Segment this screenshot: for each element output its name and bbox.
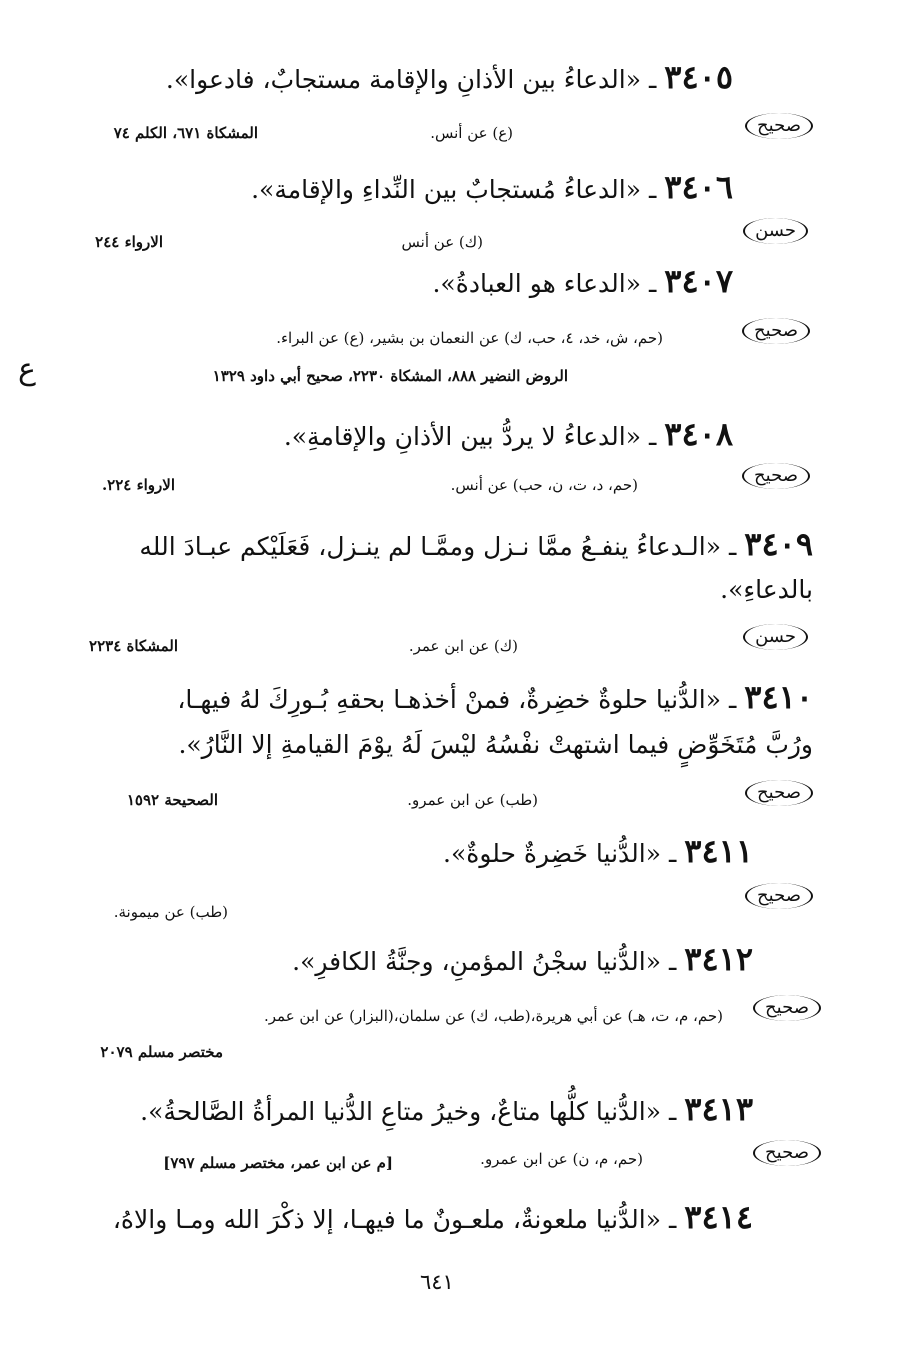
- hadith-3410-sources: (طب) عن ابن عمرو.: [407, 791, 538, 809]
- hadith-3408-sources: (حم، د، ت، ن، حب) عن أنس.: [450, 476, 638, 494]
- hadith-dash: ـ: [728, 532, 737, 561]
- hadith-3410-line-2: ورُبَّ مُتَخَوِّضٍ فيما اشتهتْ نفْسُهُ ليْسَ لَهُ يوْمَ القيامةِ إلا النَّارُ».: [178, 730, 813, 759]
- hadith-3407-references: الروض النضير ٨٨٨، المشكاة ٢٢٣٠، صحيح أبي داود ١٣٢٩: [212, 367, 568, 385]
- hadith-3412-sources: (حم، م، ت، هـ) عن أبي هريرة،(طب، ك) عن سلمان،(البزار) عن ابن عمر.: [264, 1007, 723, 1025]
- hadith-text: «الدُّنيا خَضِرةٌ حلوةٌ».: [443, 839, 662, 868]
- grade-badge: صحيح: [745, 780, 813, 806]
- hadith-3406-sources: (ك) عن أنس: [401, 233, 483, 251]
- hadith-number: ٣٤١٤: [684, 1198, 753, 1236]
- hadith-3411-sources: (طب) عن ميمونة.: [113, 903, 228, 921]
- hadith-text: «الدُّنيا كلُّها متاعٌ، وخيرُ متاعِ الدُّنيا المرأةُ الصَّالحةُ».: [140, 1097, 662, 1126]
- hadith-3414-line-1: [113, 1198, 753, 1236]
- hadith-3405-references: المشكاة ٦٧١، الكلم ٧٤: [113, 124, 258, 142]
- grade-badge: صحيح: [753, 995, 821, 1021]
- hadith-3409-line-1: [139, 525, 813, 563]
- hadith-dash: ـ: [648, 175, 657, 204]
- hadith-3410-references: الصحيحة ١٥٩٢: [126, 791, 218, 809]
- hadith-3412-line-1: [292, 940, 753, 978]
- hadith-dash: ـ: [728, 685, 737, 714]
- hadith-number: ٣٤٠٨: [664, 415, 733, 453]
- hadith-dash: ـ: [668, 839, 677, 868]
- margin-handwritten-mark: ع: [18, 352, 36, 387]
- hadith-number: ٣٤٠٧: [664, 262, 733, 300]
- hadith-text: «الدعاءُ مُستجابٌ بين النِّداءِ والإقامة».: [251, 175, 642, 204]
- hadith-3412-references: مختصر مسلم ٢٠٧٩: [100, 1043, 223, 1061]
- hadith-text: «الـدعاءُ ينفـعُ ممَّا نـزل وممَّـا لم ينـزل، فَعَلَيْكم عبـادَ الله: [139, 532, 722, 561]
- grade-badge: صحيح: [745, 883, 813, 909]
- hadith-3405-line-1: [166, 58, 733, 96]
- hadith-3413-line-1: [140, 1090, 753, 1128]
- hadith-3408-references: الارواء ٢٢٤.: [101, 476, 175, 494]
- hadith-dash: ـ: [668, 947, 677, 976]
- grade-badge: حسن: [743, 218, 808, 244]
- hadith-number: ٣٤٠٦: [664, 168, 733, 206]
- hadith-3409-sources: (ك) عن ابن عمر.: [408, 637, 518, 655]
- hadith-3409-line-2: بالدعاءِ».: [720, 575, 813, 604]
- hadith-dash: ـ: [668, 1097, 677, 1126]
- hadith-number: ٣٤١١: [684, 832, 753, 870]
- hadith-text: «الدعاء هو العبادةُ».: [432, 269, 642, 298]
- hadith-text: «الدعاءُ بين الأذانِ والإقامة مستجابٌ، فادعوا».: [165, 65, 642, 94]
- hadith-number: ٣٤١٣: [684, 1090, 753, 1128]
- hadith-3407-line-1: [432, 262, 733, 300]
- hadith-text: «الدعاءُ لا يردُّ بين الأذانِ والإقامةِ».: [283, 422, 642, 451]
- hadith-number: ٣٤١٢: [684, 940, 753, 978]
- page-number: ٦٤١: [420, 1270, 454, 1294]
- hadith-text: «الدُّنيا سجْنُ المؤمنِ، وجنَّةُ الكافرِ».: [292, 947, 662, 976]
- hadith-3413-references: [م عن ابن عمر، مختصر مسلم ٧٩٧]: [163, 1154, 393, 1172]
- hadith-number: ٣٤١٠: [744, 678, 813, 716]
- hadith-dash: ـ: [648, 269, 657, 298]
- grade-badge: حسن: [743, 624, 808, 650]
- hadith-3410-line-1: [177, 678, 813, 716]
- hadith-dash: ـ: [648, 65, 657, 94]
- grade-badge: صحيح: [745, 113, 813, 139]
- hadith-3406-line-1: [251, 168, 733, 206]
- hadith-3406-references: الارواء ٢٤٤: [95, 233, 163, 251]
- hadith-3411-line-1: [443, 832, 753, 870]
- hadith-number: ٣٤٠٩: [744, 525, 813, 563]
- hadith-number: ٣٤٠٥: [664, 58, 733, 96]
- hadith-dash: ـ: [648, 422, 657, 451]
- hadith-3408-line-1: [284, 415, 733, 453]
- hadith-3405-sources: (ع) عن أنس.: [430, 124, 513, 142]
- grade-badge: صحيح: [742, 318, 810, 344]
- hadith-3407-sources: (حم، ش، خد، ٤، حب، ك) عن النعمان بن بشير، (ع) عن البراء.: [276, 329, 663, 347]
- hadith-3413-sources: (حم، م، ن) عن ابن عمرو.: [480, 1150, 643, 1168]
- hadith-dash: ـ: [668, 1205, 677, 1234]
- grade-badge: صحيح: [742, 463, 810, 489]
- hadith-text: «الدُّنيا ملعونةٌ، ملعـونٌ ما فيهـا، إلا ذكْرَ الله ومـا والاهُ،: [112, 1205, 662, 1234]
- grade-badge: صحيح: [753, 1140, 821, 1166]
- hadith-text: «الدُّنيا حلوةٌ خضِرةٌ، فمنْ أخذهـا بحقهِ بُـورِكَ لهُ فيهـا،: [177, 685, 722, 714]
- hadith-3409-references: المشكاة ٢٢٣٤: [89, 637, 178, 655]
